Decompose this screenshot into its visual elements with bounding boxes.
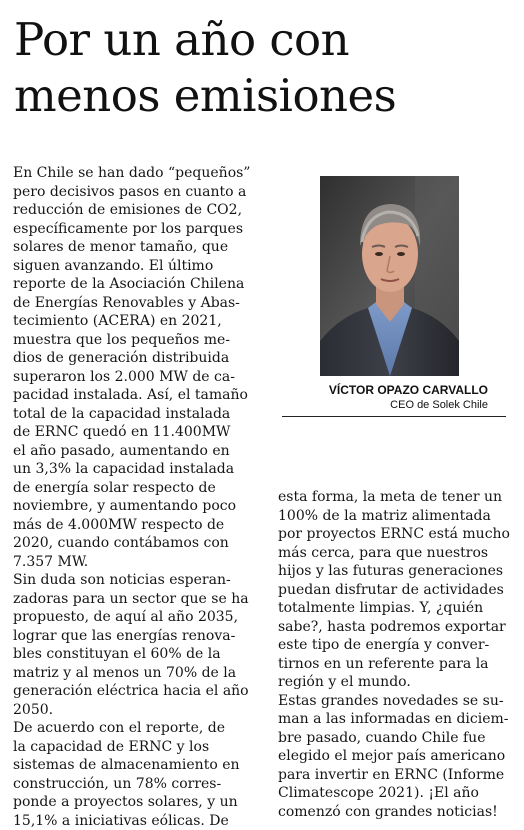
body-text-line: este tipo de energía y conver- [278, 636, 518, 655]
body-text-line: más cerca, para que nuestros [278, 544, 518, 563]
author-photo [320, 176, 459, 376]
headline-line-2: menos emisiones [14, 68, 514, 124]
body-text-line: elegido el mejor país americano [278, 747, 518, 766]
body-text-line: noviembre, y aumentando poco [13, 497, 269, 516]
body-text-line: muestra que los pequeños me- [13, 331, 269, 350]
body-text-line: esta forma, la meta de tener un [278, 488, 518, 507]
headline [14, 12, 514, 124]
body-text-line: sabe?, hasta podremos exportar [278, 618, 518, 637]
body-text-line: el año pasado, aumentando en [13, 442, 269, 461]
article-body-right-column [278, 488, 518, 821]
body-text-line: 2050. [13, 701, 269, 720]
article-body-left-column [13, 164, 269, 830]
body-text-line: de ERNC quedó en 11.400MW [13, 423, 269, 442]
body-text-line: sistemas de almacenamiento en [13, 756, 269, 775]
body-text-line: reporte de la Asociación Chilena [13, 275, 269, 294]
photo-caption [280, 382, 504, 413]
body-text-line: pacidad instalada. Así, el tamaño [13, 386, 269, 405]
body-text-line: tecimiento (ACERA) en 2021, [13, 312, 269, 331]
body-text-line: ponde a proyectos solares, y un [13, 793, 269, 812]
body-text-line: dios de generación distribuida [13, 349, 269, 368]
body-text-line: matriz y al menos un 70% de la [13, 664, 269, 683]
body-text-line: generación eléctrica hacia el año [13, 682, 269, 701]
body-text-line: 15,1% a iniciativas eólicas. De [13, 812, 269, 830]
body-text-line: De acuerdo con el reporte, de [13, 719, 269, 738]
body-text-line: Sin duda son noticias esperan- [13, 571, 269, 590]
body-text-line: más de 4.000MW respecto de [13, 516, 269, 535]
caption-divider [282, 416, 506, 417]
body-text-line: específicamente por los parques [13, 220, 269, 239]
headline-line-1: Por un año con [14, 12, 514, 68]
body-text-line: para invertir en ERNC (Informe [278, 766, 518, 785]
body-text-line: un 3,3% la capacidad instalada [13, 460, 269, 479]
body-text-line: región y el mundo. [278, 673, 518, 692]
body-text-line: hijos y las futuras generaciones [278, 562, 518, 581]
body-text-line: por proyectos ERNC está mucho [278, 525, 518, 544]
body-text-line: bre pasado, cuando Chile fue [278, 729, 518, 748]
body-text-line: solares de menor tamaño, que [13, 238, 269, 257]
author-name: VÍCTOR OPAZO CARVALLO [280, 382, 488, 398]
body-text-line: Estas grandes novedades se su- [278, 692, 518, 711]
body-text-line: pero decisivos pasos en cuanto a [13, 183, 269, 202]
body-text-line: total de la capacidad instalada [13, 405, 269, 424]
body-text-line: la capacidad de ERNC y los [13, 738, 269, 757]
body-text-line: de Energías Renovables y Abas- [13, 294, 269, 313]
body-text-line: de energía solar respecto de [13, 479, 269, 498]
body-text-line: tirnos en un referente para la [278, 655, 518, 674]
body-text-line: totalmente limpias. Y, ¿quién [278, 599, 518, 618]
body-text-line: comenzó con grandes noticias! [278, 803, 518, 822]
body-text-line: Climatescope 2021). ¡El año [278, 784, 518, 803]
body-text-line: construcción, un 78% corres- [13, 775, 269, 794]
body-text-line: propuesto, de aquí al año 2035, [13, 608, 269, 627]
body-text-line: lograr que las energías renova- [13, 627, 269, 646]
body-text-line: superaron los 2.000 MW de ca- [13, 368, 269, 387]
author-role: CEO de Solek Chile [280, 398, 488, 413]
body-text-line: man a las informadas en diciem- [278, 710, 518, 729]
body-text-line: 2020, cuando contábamos con [13, 534, 269, 553]
body-text-line: 100% de la matriz alimentada [278, 507, 518, 526]
body-text-line: 7.357 MW. [13, 553, 269, 572]
body-text-line: bles constituyan el 60% de la [13, 645, 269, 664]
body-text-line: siguen avanzando. El último [13, 257, 269, 276]
body-text-line: En Chile se han dado “pequeños” [13, 164, 269, 183]
body-text-line: reducción de emisiones de CO2, [13, 201, 269, 220]
body-text-line: zadoras para un sector que se ha [13, 590, 269, 609]
body-text-line: puedan disfrutar de actividades [278, 581, 518, 600]
